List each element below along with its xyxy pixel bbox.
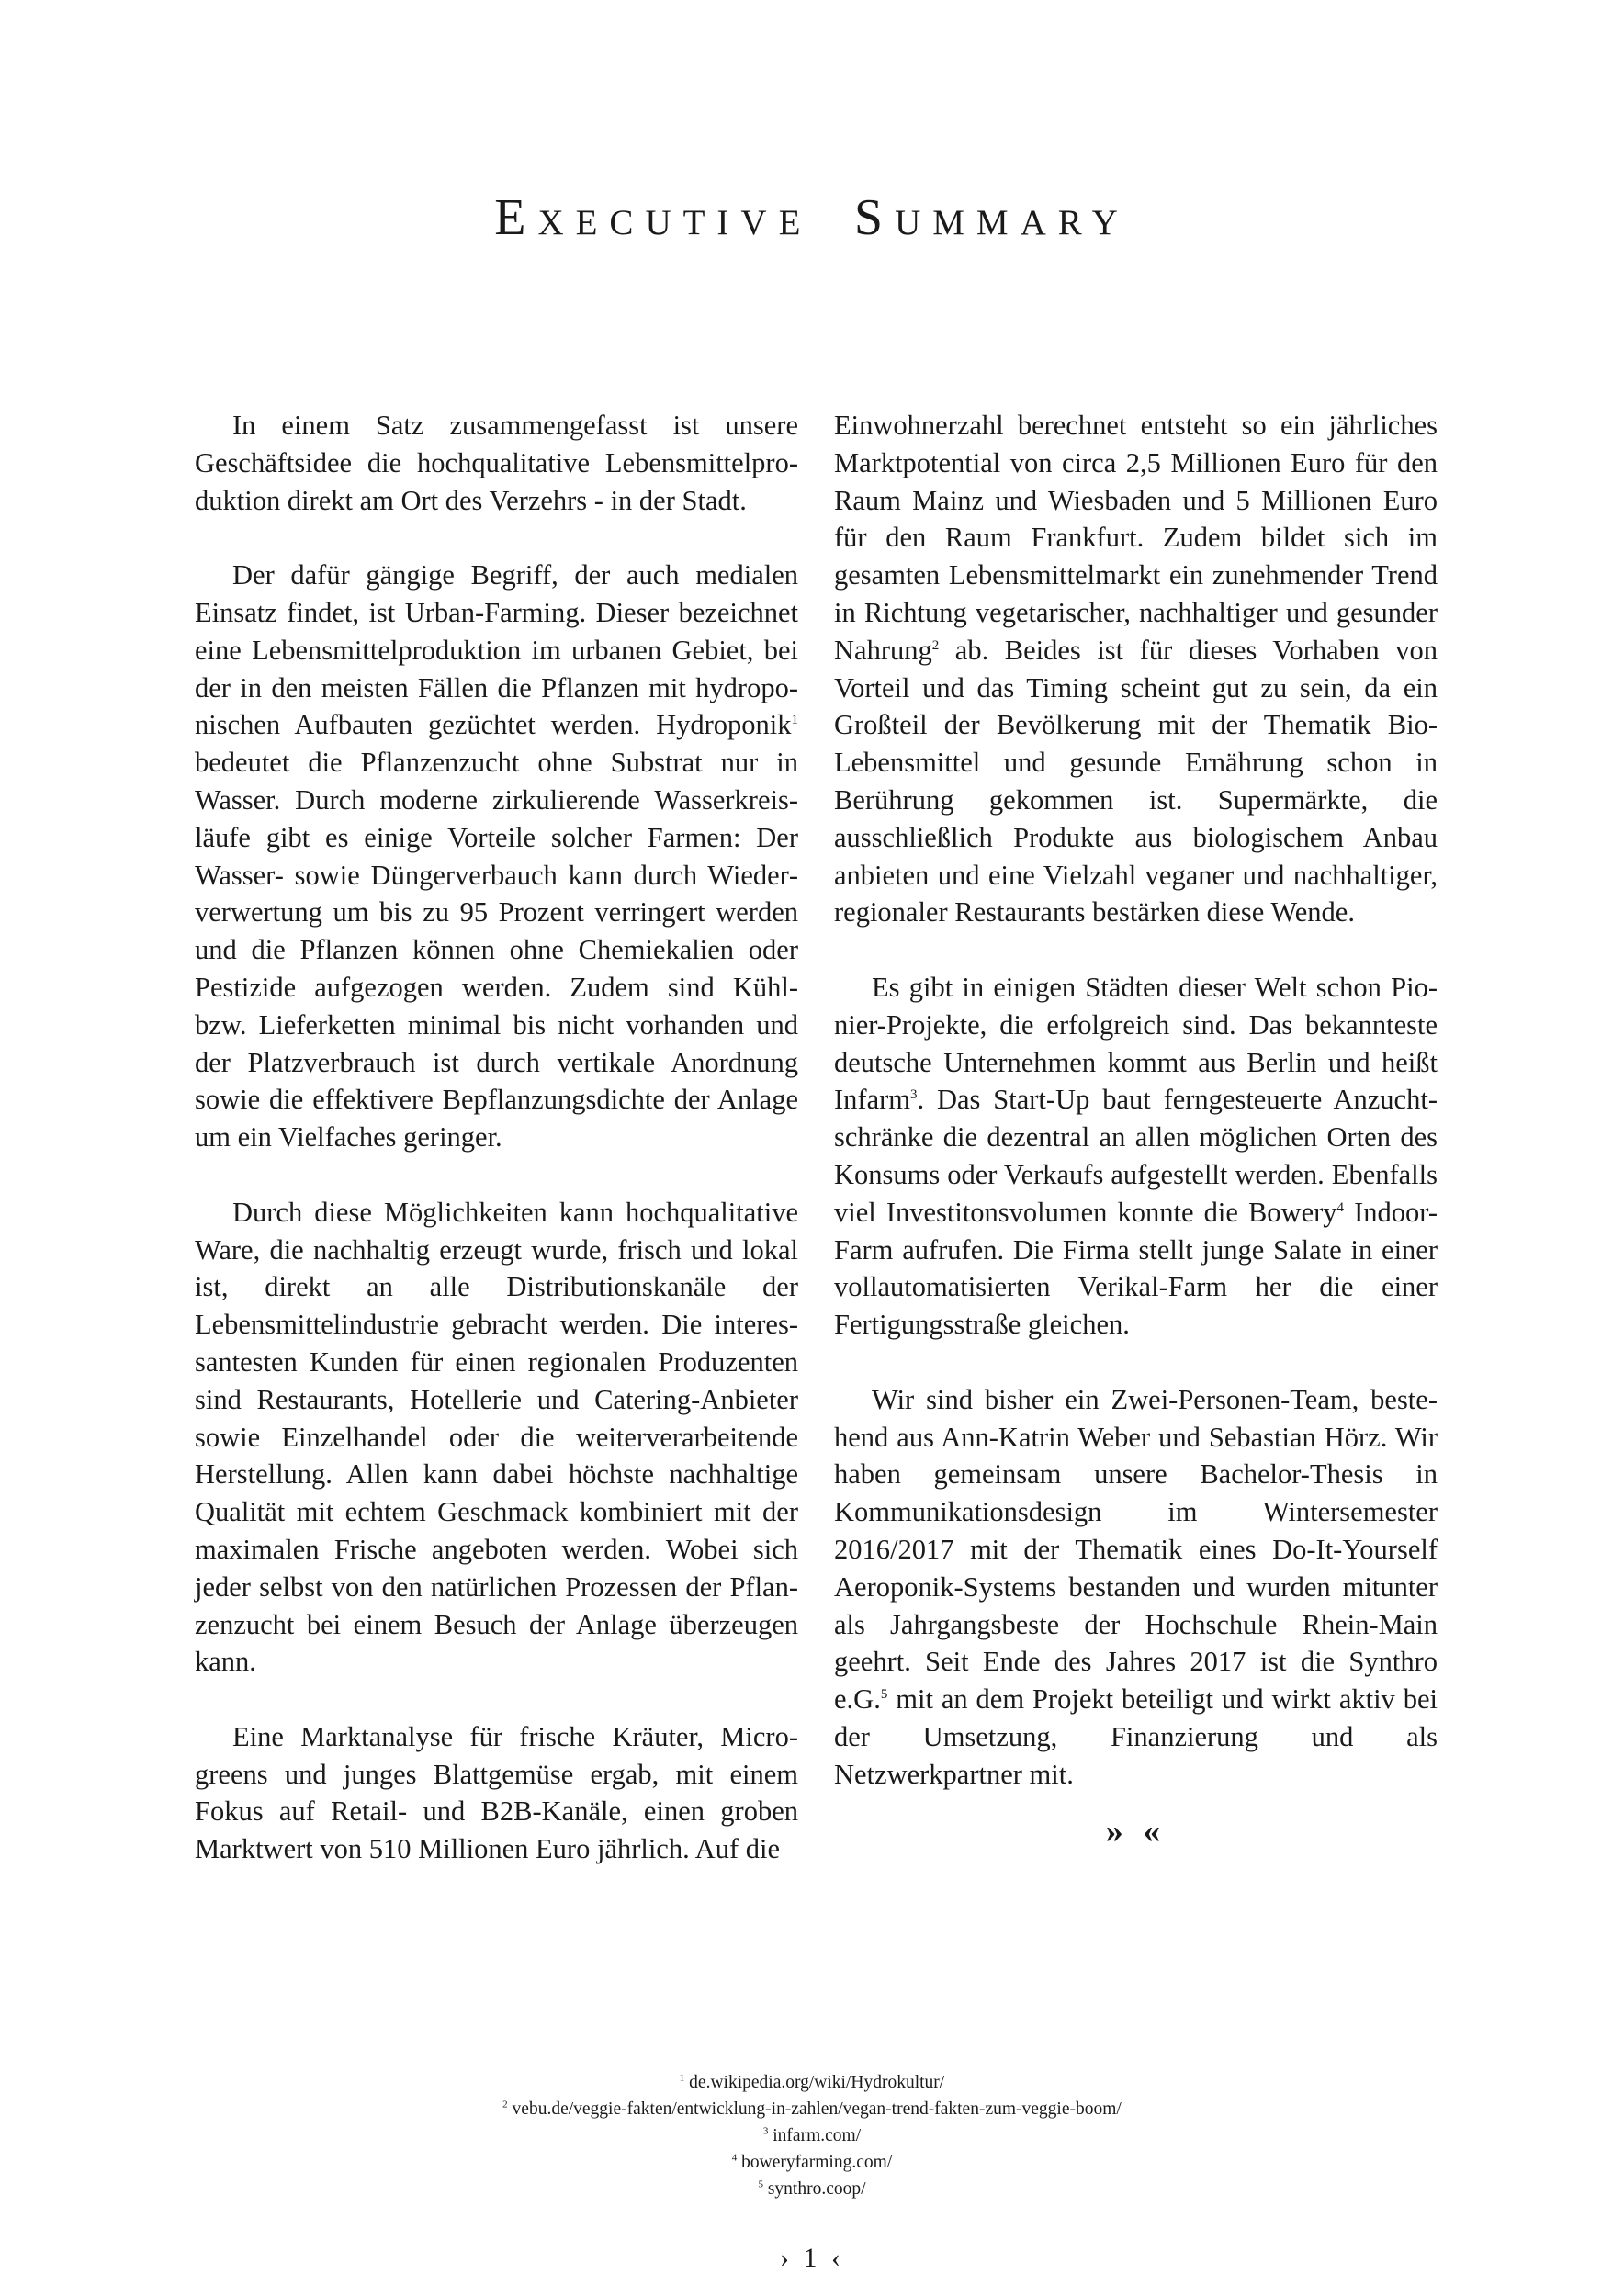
page-number: › 1 ‹: [780, 2243, 844, 2273]
footnotes: [0, 2069, 1624, 2202]
footnote-2: $^2$ vebu.de/veggie-fakten/entwicklung-in-zahlen/vegan-trend-fakten-zum-veggie-boom/: [502, 2099, 1122, 2119]
footnote-1: $^1$ de.wikipedia.org/wiki/Hydrokultur/: [679, 2072, 945, 2092]
paragraph-urban-farming: Der dafür gängige Begriff, der auch medialen Einsatz findet, ist Urban-Farming. Dieser bezeichnet eine Lebensmittelproduktion im urbanen Gebiet, bei der in den meisten Fällen die Pflanzen mit hydroponischen Aufbauten gezüchtet werden. Hydroponik$^1$ bedeutet die Pflanzenzucht ohne Substrat nur in Wasser. Durch moderne zirkulierende Wasserkreisläufe gibt es einige Vorteile solcher Farmen: Der Wasser- sowie Düngerverbauch kann durch Wiederverwertung um bis zu 95 Prozent verringert werden und die Pflanzen können ohne Chemiekalien oder Pestizide aufgezogen werden. Zudem sind Kühl- bzw. Lieferketten minimal bis nicht vorhanden und der Platzverbrauch ist durch vertikale Anordnung sowie die effektivere Bepflanzungsdichte der Anlage um ein Vielfaches geringer.: [195, 559, 798, 1154]
footnote-ref-3: 3: [909, 1087, 918, 1103]
paragraph-distribution: Durch diese Möglichkeiten kann hochqualitative Ware, die nachhaltig erzeugt wurde, frisch und lokal ist, direkt an alle Distributionskanäle der Lebensmittelindustrie gebracht werden. Die interessantesten Kunden für einen regionalen Produzenten sind Restaurants, Hotellerie und Catering-Anbieter sowie Einzelhandel oder die weiterverarbeitende Herstellung. Allen kann dabei höchste nachhaltige Qualität mit echtem Geschmack kombiniert mit der maximalen Frische angeboten werden. Wobei sich jeder selbst von den natürlichen Prozessen der Pflanzenzucht bei einem Besuch der Anlage überzeugen kann.: [195, 1196, 798, 1678]
closing-guillemets: » «: [1105, 1812, 1167, 1851]
footnote-ref-2: 2: [931, 637, 940, 653]
page-title: [0, 188, 1624, 247]
paragraph-market-potential: Einwohnerzahl berechnet entsteht so ein jährliches Marktpotential von circa 2,5 Millionen Euro für den Raum Mainz und Wiesbaden und 5 Millionen Euro für den Raum Frankfurt. Zudem bildet sich im gesamten Lebensmittelmarkt ein zunehmender Trend in Richtung vegetarischer, nachhaltiger und gesunder Nahrung$^2$ ab. Beides ist für dieses Vorhaben von Vorteil und das Timing scheint gut zu sein, da ein Großteil der Bevölkerung mit der Thematik Bio-Lebensmittel und gesunde Ernährung schon in Berührung gekommen ist. Supermärkte, die ausschließlich Produkte aus biologischem Anbau anbieten und eine Vielzahl veganer und nachhaltiger, regionaler Restaurants bestärken diese Wende.: [834, 410, 1438, 929]
paragraph-market-analysis: Eine Marktanalyse für frische Kräuter, Microgreens und junges Blattgemüse ergab, mit einem Fokus auf Retail- und B2B-Kanäle, einen groben Marktwert von 510 Millionen Euro jährlich. Auf die: [195, 1720, 798, 1865]
paragraph-team: Wir sind bisher ein Zwei-Personen-Team, bestehend aus Ann-Katrin Weber und Sebastian Hörz. Wir haben gemeinsam unsere Bachelor-Thesis in Kommunikationsdesign im Wintersemester 2016/2017 mit der Thematik eines Do-It-Yourself Aeroponik-Systems bestanden und wurden mitunter als Jahrgangsbeste der Hochschule Rhein-Main geehrt. Seit Ende des Jahres 2017 ist die Synthro e.G.$^5$ mit an dem Projekt beteiligt und wirkt aktiv bei der Umsetzung, Finanzierung und als Netzwerkpartner mit.: [834, 1383, 1438, 1790]
title-word-1-rest: XECUTIVE: [537, 203, 813, 242]
footnote-ref-1: 1: [791, 713, 798, 728]
footnote-5: $^5$ synthro.coop/: [758, 2178, 866, 2199]
footnote-4: $^4$ boweryfarming.com/: [731, 2152, 893, 2172]
footnote-ref-5: 5: [880, 1686, 888, 1702]
left-column: [195, 407, 798, 1868]
title-initial-1: E: [494, 189, 538, 246]
paragraph-pioneer-projects: Es gibt in einigen Städten dieser Welt schon Pionier-Projekte, die erfolgreich sind. Das bekannteste deutsche Unternehmen kommt aus Berlin und heißt Infarm$^3$. Das Start-Up baut ferngesteuerte Anzuchtschränke die dezentral an allen möglichen Orten des Konsums oder Verkaufs aufgestellt werden. Ebenfalls viel Investitonsvolumen konnte die Bowery$^4$ Indoor-Farm aufrufen. Die Firma stellt junge Salate in einer vollautomatisierten Verikal-Farm her die einer Fertigungsstraße gleichen.: [834, 971, 1438, 1341]
title-initial-2: S: [853, 189, 896, 246]
footnote-ref-4: 4: [1336, 1199, 1345, 1215]
right-column: [834, 407, 1438, 1793]
footnote-3: $^3$ infarm.com/: [762, 2125, 862, 2145]
title-word-2-rest: UMMARY: [895, 203, 1130, 242]
paragraph-intro: In einem Satz zusammengefasst ist unsere Geschäftsidee die hochqualitative Lebensmittelproduktion direkt am Ort des Verzehrs - in der Stadt.: [195, 410, 798, 516]
